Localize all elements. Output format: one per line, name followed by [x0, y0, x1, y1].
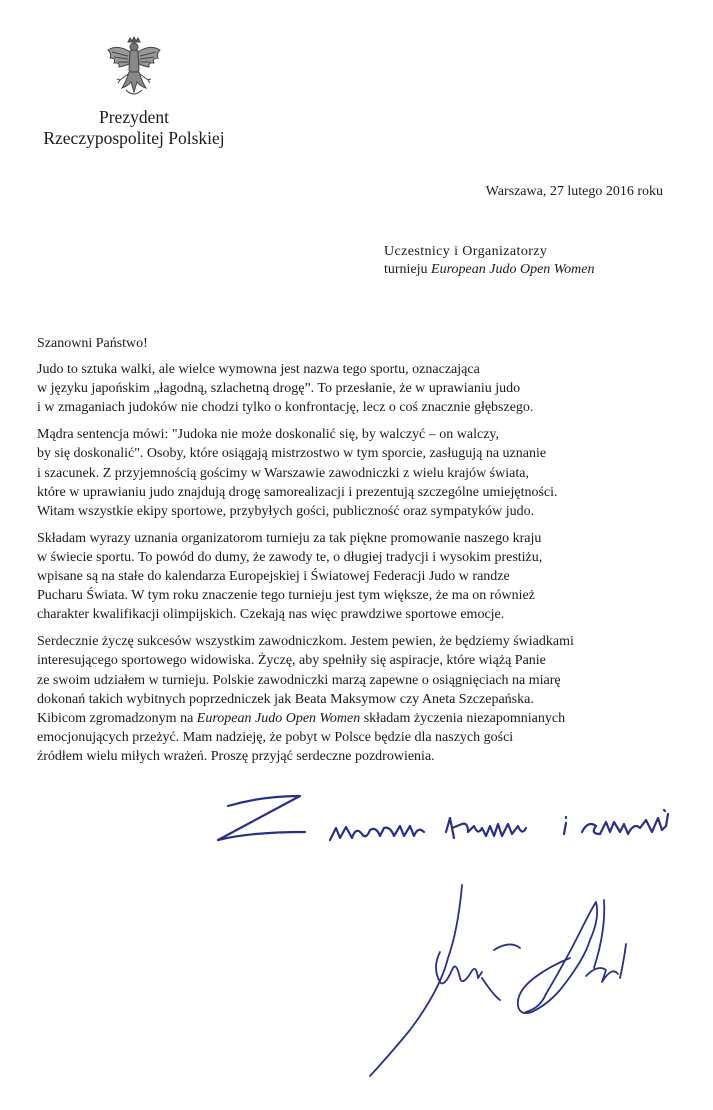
- inline-text: składam życzenia niezapomnianych: [360, 710, 566, 726]
- paragraph-line: Pucharu Świata. W tym roku znaczenie tego turnieju jest tym większe, że ma on również: [37, 588, 535, 604]
- header-title-line1: Prezydent: [99, 107, 169, 127]
- paragraph-line: w języku japońskim „łagodną, szlachetną drogę”. To przesłanie, że w uprawianiu judo: [37, 381, 521, 397]
- paragraph-line: i szacunek. Z przyjemnością gościmy w Warszawie zawodniczki z wielu krajów świata,: [37, 465, 529, 481]
- inline-event-name: European Judo Open Women: [196, 710, 361, 726]
- paragraph-line: źródłem wielu miłych wrażeń. Proszę przyjąć serdeczne pozdrowienia.: [37, 749, 435, 765]
- handwritten-note-icon: [218, 796, 668, 840]
- paragraph-line: i w zmaganiach judoków nie chodzi tylko o konfrontację, lecz o coś znacznie głębszego.: [37, 400, 534, 416]
- inline-text: Kibicom zgromadzonym na: [37, 710, 197, 726]
- paragraph-line: by się doskonalić". Osoby, które osiągają mistrzostwo w tym sporcie, zasługują na uznanie: [37, 446, 547, 462]
- letter-date: Warszawa, 27 lutego 2016 roku: [485, 184, 663, 199]
- signature-icon: [370, 885, 626, 1076]
- paragraph-line: charakter kwalifikacji olimpijskich. Czekają nas więc prawdziwe sportowe emocje.: [37, 607, 505, 623]
- paragraph-line: Składam wyrazy uznania organizatorom turnieju za tak piękne promowanie naszego kraju: [37, 530, 542, 546]
- paragraph-line: które w uprawianiu judo znajdują drogę samorealizacji i prezentują szczególne umiejętności.: [37, 484, 558, 500]
- paragraph-line: Witam wszystkie ekipy sportowe, przybyłych gości, publiczność oraz sympatyków judo.: [37, 503, 535, 519]
- addressee-prefix: turnieju: [384, 262, 432, 277]
- salutation: Szanowni Państwo!: [37, 336, 148, 351]
- header-title-line2: Rzeczypospolitej Polskiej: [43, 128, 225, 148]
- paragraph-line: emocjonujących przeżyć. Mam nadzieję, że pobyt w Polsce będzie dla naszych gości: [37, 730, 514, 746]
- paragraph-line: dokonań takich wybitnych poprzedniczek jak Beata Maksymow czy Aneta Szczepańska.: [37, 691, 534, 707]
- paragraph-line: w świecie sportu. To powód do dumy, że zawody te, o długiej tradycji i wysokim prestiżu,: [37, 549, 543, 565]
- paragraph-line: Mądra sentencja mówi: "Judoka nie może doskonalić się, by walczyć – on walczy,: [37, 427, 499, 443]
- addressee-event-name: European Judo Open Women: [431, 262, 595, 277]
- paragraph-line: Judo to sztuka walki, ale wielce wymowna jest nazwa tego sportu, oznaczająca: [37, 362, 480, 377]
- paragraph-line: Serdecznie życzę sukcesów wszystkim zawodniczkom. Jestem pewien, że będziemy świadkami: [37, 634, 574, 650]
- addressee-line1: Uczestnicy i Organizatorzy: [384, 244, 548, 259]
- paragraph-line: wpisane są na stałe do kalendarza Europejskiej i Światowej Federacji Judo w randze: [37, 569, 510, 585]
- paragraph-line: interesującego sportowego widowiska. Życzę, aby spełniły się aspiracje, które wiążą Panie: [37, 653, 546, 669]
- paragraph-line: ze swoim udziałem w turnieju. Polskie zawodniczki marzą zapewne o osiągnięciach na miarę: [37, 672, 561, 688]
